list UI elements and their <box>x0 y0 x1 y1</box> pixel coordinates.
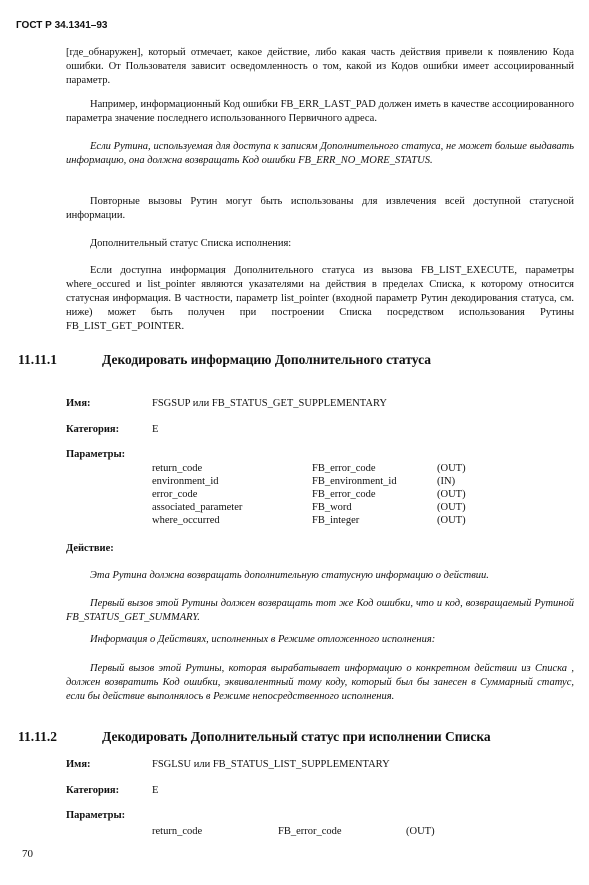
params-label: Параметры: <box>66 449 126 460</box>
param-name: associated_parameter <box>152 502 243 513</box>
intro-paragraph-4: Повторные вызовы Рутин могут быть использованы для извлечения всей доступной статусной информации. <box>66 196 574 221</box>
param-direction: (OUT) <box>437 489 466 500</box>
section-heading-11-11-1 <box>18 352 431 368</box>
page-number: 70 <box>22 848 33 860</box>
action-paragraph-2: Первый вызов этой Рутины должен возвращать тот же Код ошибки, что и код, возвращаемый Рутиной FB_STATUS_GET_SUMMARY. <box>66 598 574 623</box>
name-label: Имя: <box>66 398 91 409</box>
intro-paragraph-3: Если Рутина, используемая для доступа к записям Дополнительного статуса, не может больше выдавать информацию, она должна возвращать Код ошибки FB_ERR_NO_MORE_STATUS. <box>66 141 574 166</box>
action-paragraph-3: Информация о Действиях, исполненных в Режиме отложенного исполнения: <box>90 634 436 645</box>
param-type: FB_error_code <box>278 826 342 837</box>
param-type: FB_environment_id <box>312 476 397 487</box>
name-value: FSGSUP или FB_STATUS_GET_SUPPLEMENTARY <box>152 398 387 409</box>
param-name: return_code <box>152 826 203 837</box>
param-type: FB_integer <box>312 515 360 526</box>
param-type: FB_word <box>312 502 352 513</box>
page-header-standard: ГОСТ Р 34.1341–93 <box>16 20 108 31</box>
param-direction: (OUT) <box>437 515 466 526</box>
param-name: return_code <box>152 463 203 474</box>
section-title: Декодировать информацию Дополнительного статуса <box>102 352 432 367</box>
intro-paragraph-6: Если доступна информация Дополнительного статуса из вызова FB_LIST_EXECUTE, параметры where_occured и list_pointer являются указателями на действия в пределах Списка, к которому относится статусная информация. В частности, параметр list_pointer (входной параметр Рутин декодирования статуса, см. ниже) может быть получен при построении Списка посредством использования Рутины FB_LIST_GET_POINTER. <box>66 265 574 332</box>
param-name: error_code <box>152 489 198 500</box>
section-number: 11.11.2 <box>18 729 58 744</box>
category-label: Категория: <box>66 785 120 796</box>
action-paragraph-1: Эта Рутина должна возвращать дополнительную статусную информацию о действии. <box>90 570 489 581</box>
name-value: FSGLSU или FB_STATUS_LIST_SUPPLEMENTARY <box>152 759 390 770</box>
intro-paragraph-1: [где_обнаружен], который отмечает, какое действие, либо какая часть действия привели к появлению Кода ошибки. От Пользователя зависит осведомленность о том, какой из Кодов ошибки имеет ассоциированный параметр. <box>66 47 574 86</box>
intro-paragraph-5: Дополнительный статус Списка исполнения: <box>90 238 292 249</box>
section-title: Декодировать Дополнительный статус при исполнении Списка <box>102 729 491 744</box>
param-direction: (IN) <box>437 476 456 487</box>
category-value: E <box>152 424 159 435</box>
section-number: 11.11.1 <box>18 352 58 367</box>
param-direction: (OUT) <box>437 463 466 474</box>
param-name: where_occurred <box>152 515 220 526</box>
name-label: Имя: <box>66 759 91 770</box>
param-direction: (OUT) <box>406 826 435 837</box>
params-label: Параметры: <box>66 810 126 821</box>
intro-paragraph-2: Например, информационный Код ошибки FB_ERR_LAST_PAD должен иметь в качестве ассоциированного параметра значение последнего использованного Первичного адреса. <box>66 99 574 124</box>
action-label: Действие: <box>66 543 114 554</box>
category-label: Категория: <box>66 424 120 435</box>
param-name: environment_id <box>152 476 219 487</box>
param-direction: (OUT) <box>437 502 466 513</box>
param-type: FB_error_code <box>312 489 376 500</box>
section-heading-11-11-2 <box>18 729 491 745</box>
category-value: E <box>152 785 159 796</box>
action-paragraph-4: Первый вызов этой Рутины, которая вырабатывает информацию о конкретном действии из Списка , должен возвратить Код ошибки, эквивалентный тому коду, который был бы занесен в Суммарный статус, если бы действие выполнялось в Режиме непосредственного исполнения. <box>66 663 574 702</box>
param-type: FB_error_code <box>312 463 376 474</box>
